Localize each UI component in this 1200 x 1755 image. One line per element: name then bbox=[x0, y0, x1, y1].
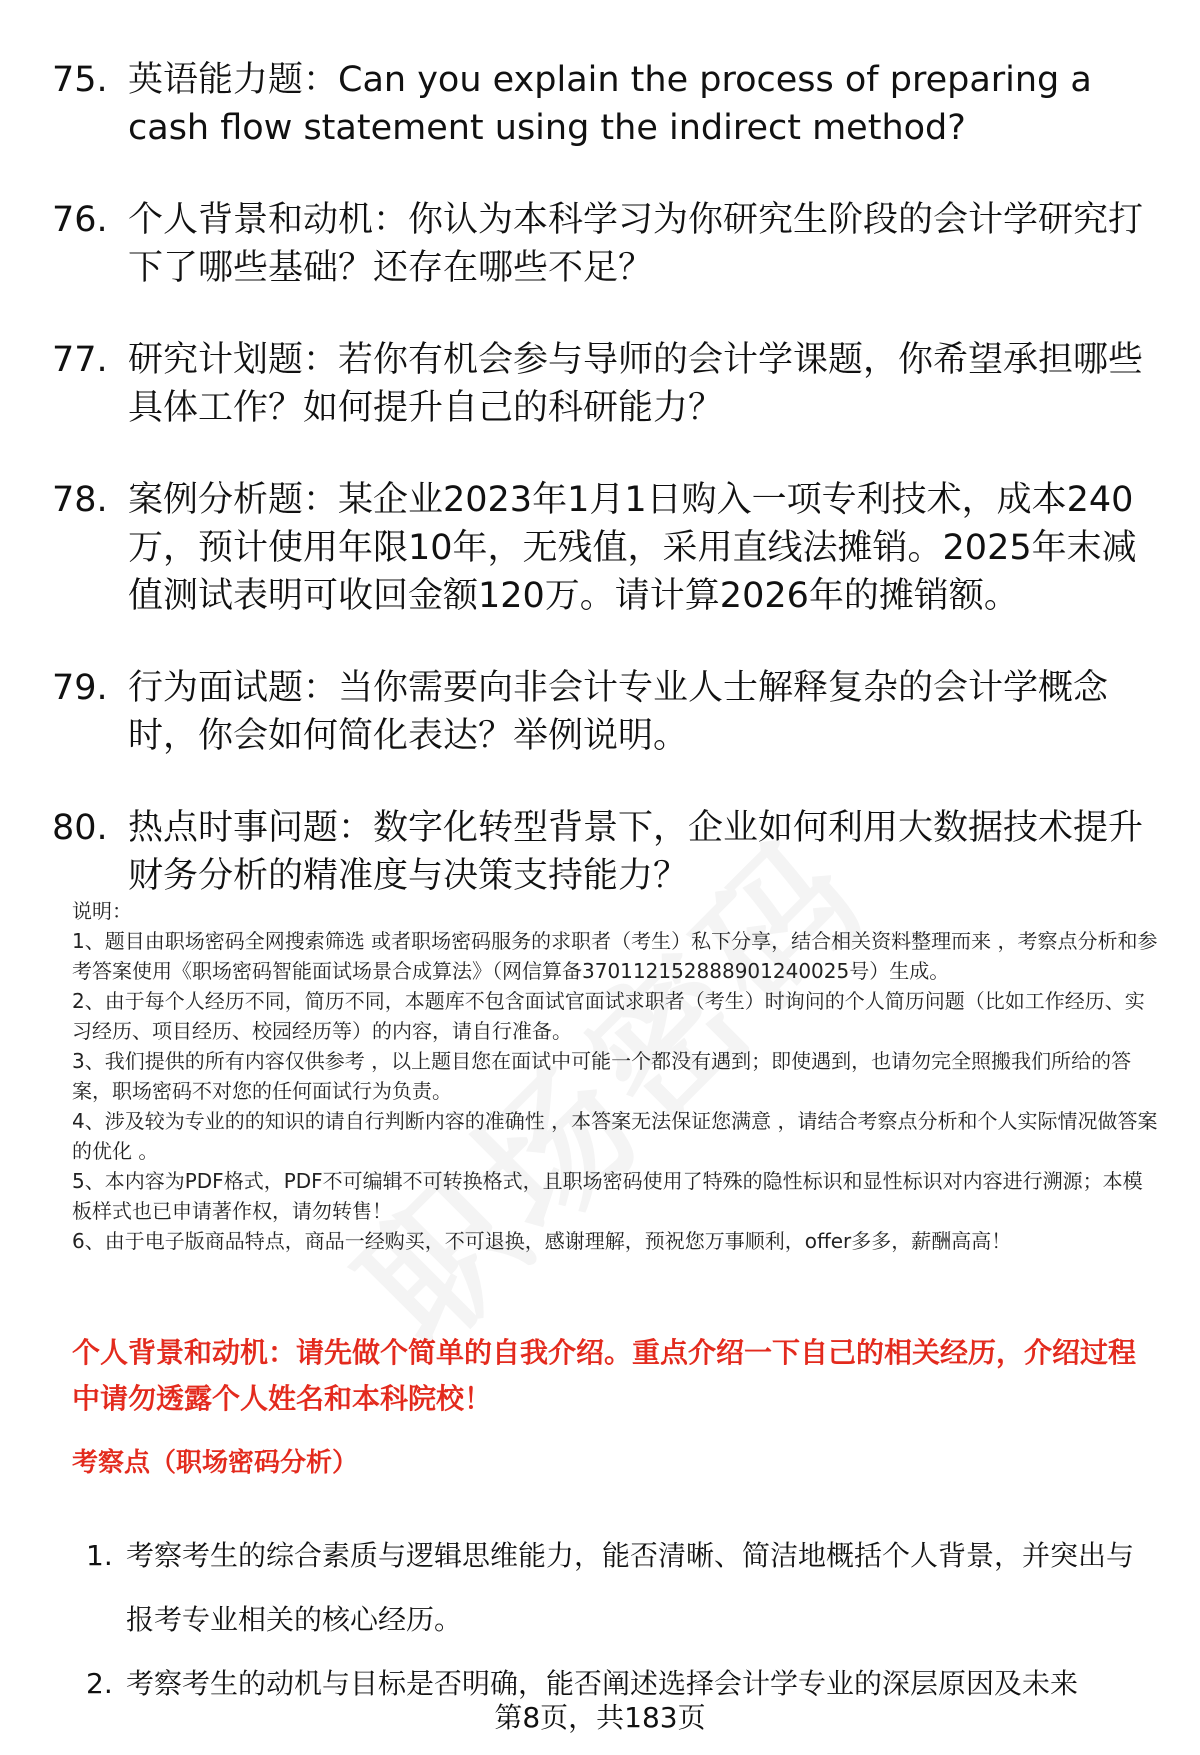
point-text: 考察考生的动机与目标是否明确，能否阐述选择会计学专业的深层原因及未来 bbox=[126, 1667, 1079, 1700]
question-item bbox=[52, 56, 1162, 152]
notes-title: 说明： bbox=[72, 899, 132, 923]
question-text: 行为面试题：当你需要向非会计专业人士解释复杂的会计学概念时，你会如何简化表达？举例说明。 bbox=[128, 668, 1109, 756]
section-heading: 考察点（职场密码分析） bbox=[72, 1448, 359, 1478]
question-number: 78. bbox=[52, 480, 108, 520]
question-item bbox=[52, 336, 1162, 432]
question-text: 热点时事问题：数字化转型背景下，企业如何利用大数据技术提升财务分析的精准度与决策支持能力？ bbox=[128, 808, 1144, 896]
featured-question: 个人背景和动机：请先做个简单的自我介绍。重点介绍一下自己的相关经历，介绍过程中请勿透露个人姓名和本科院校！ bbox=[72, 1336, 1137, 1415]
question-item bbox=[52, 804, 1162, 900]
note-item: 1、题目由职场密码全网搜索筛选 或者职场密码服务的求职者（考生）私下分享，结合相关资料整理而来 ，考察点分析和参考答案使用《职场密码智能面试场景合成算法》（网信算备370112152888901240025号）生成。 bbox=[72, 929, 1158, 983]
points-list bbox=[86, 1524, 1166, 1716]
note-item: 6、由于电子版商品特点，商品一经购买，不可退换，感谢理解，预祝您万事顺利，offer多多，薪酬高高！ bbox=[72, 1229, 1012, 1253]
question-text: 研究计划题：若你有机会参与导师的会计学课题，你希望承担哪些具体工作？如何提升自己的科研能力？ bbox=[128, 340, 1144, 428]
notes-section bbox=[72, 896, 1162, 1256]
question-item bbox=[52, 196, 1162, 292]
question-list bbox=[52, 56, 1162, 944]
question-text: 案例分析题：某企业2023年1月1日购入一项专利技术，成本240万，预计使用年限10年，无残值，采用直线法摊销。2025年末减值测试表明可收回金额120万。请计算2026年的摊销额。 bbox=[128, 480, 1137, 616]
question-item bbox=[52, 476, 1162, 620]
question-number: 76. bbox=[52, 200, 108, 240]
note-item: 5、本内容为PDF格式，PDF不可编辑不可转换格式，且职场密码使用了特殊的隐性标识和显性标识对内容进行溯源；本模板样式也已申请著作权，请勿转售！ bbox=[72, 1169, 1143, 1223]
question-text: 英语能力题：Can you explain the process of preparing a cash flow statement using the indirect method? bbox=[128, 60, 1092, 148]
question-text: 个人背景和动机：你认为本科学习为你研究生阶段的会计学研究打下了哪些基础？还存在哪些不足？ bbox=[128, 200, 1144, 288]
point-text: 考察考生的综合素质与逻辑思维能力，能否清晰、简洁地概括个人背景，并突出与报考专业相关的核心经历。 bbox=[126, 1539, 1135, 1636]
point-item bbox=[86, 1524, 1166, 1652]
note-item: 3、我们提供的所有内容仅供参考 ，以上题目您在面试中可能一个都没有遇到；即使遇到，也请勿完全照搬我们所给的答案，职场密码不对您的任何面试行为负责。 bbox=[72, 1049, 1132, 1103]
question-item bbox=[52, 664, 1162, 760]
point-number: 2. bbox=[86, 1667, 113, 1700]
note-item: 4、涉及较为专业的的知识的请自行判断内容的准确性 ，本答案无法保证您满意 ，请结合考察点分析和个人实际情况做答案的优化 。 bbox=[72, 1109, 1158, 1163]
question-number: 80. bbox=[52, 808, 108, 848]
question-number: 77. bbox=[52, 340, 108, 380]
note-item: 2、由于每个人经历不同，简历不同，本题库不包含面试官面试求职者（考生）时询问的个人简历问题（比如工作经历、实习经历、项目经历、校园经历等）的内容，请自行准备。 bbox=[72, 989, 1145, 1043]
point-number: 1. bbox=[86, 1539, 113, 1572]
page-footer: 第8页，共183页 bbox=[494, 1701, 706, 1734]
question-number: 79. bbox=[52, 668, 108, 708]
question-number: 75. bbox=[52, 60, 108, 100]
